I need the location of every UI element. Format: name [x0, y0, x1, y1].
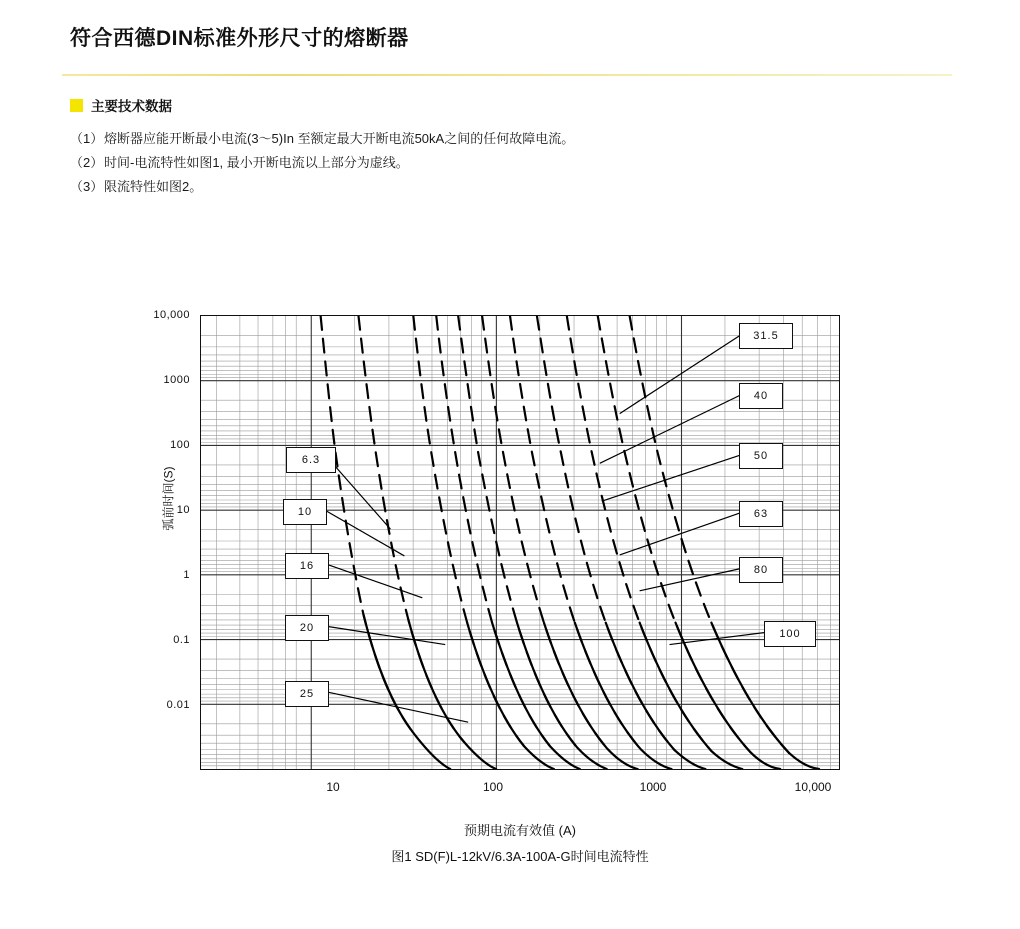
curve-label-10: 10 [283, 499, 327, 525]
callout-leaders [327, 336, 765, 722]
chart-y-axis-label: 弧前时间(S) [161, 466, 176, 531]
chart-plot-area [200, 315, 840, 770]
curve-label-63: 63 [739, 501, 783, 527]
list-item [70, 127, 950, 151]
chart-figure [0, 280, 1020, 900]
curve-label-40: 40 [739, 383, 783, 409]
list-item [70, 151, 950, 175]
bullet-square-icon [70, 99, 83, 112]
list-item-number: （2） [70, 155, 104, 170]
list-item-text: 熔断器应能开断最小电流(3～5)In 至额定最大开断电流50kA之间的任何故障电流。 [104, 131, 575, 146]
curve-label-16: 16 [285, 553, 329, 579]
list-item-text: 限流特性如图2。 [104, 179, 203, 194]
y-tick-label: 1000 [163, 374, 190, 386]
list-item-text: 时间-电流特性如图1, 最小开断电流以上部分为虚线。 [104, 155, 409, 170]
title-divider [62, 74, 952, 76]
curve-label-25: 25 [285, 681, 329, 707]
y-tick-label: 0.01 [166, 699, 190, 711]
curve-label-80: 80 [739, 557, 783, 583]
curve-label-20: 20 [285, 615, 329, 641]
x-tick-label: 10 [326, 780, 340, 794]
list-item-number: （3） [70, 179, 104, 194]
y-tick-label: 100 [170, 439, 190, 451]
section-heading-label: 主要技术数据 [91, 99, 172, 114]
x-tick-label: 1000 [639, 780, 667, 794]
section-heading [70, 95, 172, 115]
curve-label-50: 50 [739, 443, 783, 469]
list-item [70, 175, 950, 199]
list-item-number: （1） [70, 131, 104, 146]
y-tick-label: 10 [176, 504, 190, 516]
chart-caption: 图1 SD(F)L-12kV/6.3A-100A-G时间电流特性 [391, 849, 649, 864]
x-tick-label: 10,000 [794, 780, 832, 794]
curve-label-31.5: 31.5 [739, 323, 793, 349]
y-tick-label: 1 [183, 569, 190, 581]
bullet-list [70, 127, 950, 199]
y-tick-label: 10,000 [153, 309, 190, 321]
curve-label-100: 100 [764, 621, 816, 647]
y-tick-label: 0.1 [173, 634, 190, 646]
x-tick-label: 100 [482, 780, 504, 794]
chart-x-axis-label: 预期电流有效值 (A) [464, 823, 576, 838]
curve-label-6.3: 6.3 [286, 447, 336, 473]
page-title: 符合西德DIN标准外形尺寸的熔断器 [70, 27, 409, 50]
